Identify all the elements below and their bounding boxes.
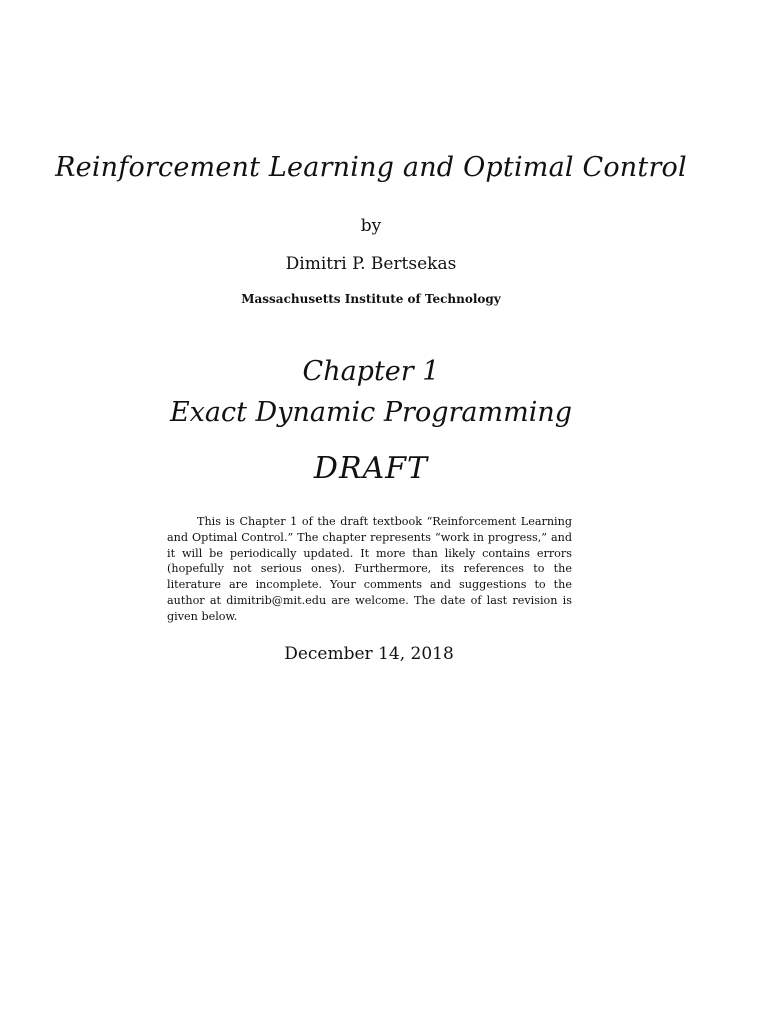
chapter-number: Chapter 1 [302, 356, 440, 387]
revision-date: December 14, 2018 [284, 644, 454, 664]
institution-name: Massachusetts Institute of Technology [241, 292, 501, 306]
book-title: Reinforcement Learning and Optimal Control [55, 152, 687, 183]
draft-label: DRAFT [313, 451, 429, 486]
abstract-paragraph: This is Chapter 1 of the draft textbook “Reinforcement Learning and Optimal Control.” The chapter represents “work in progress,” and it will be periodically updated. It more than likely contains errors (hopefully not serious ones). Furthermore, its references to the literature are incomplete. Your comments and suggestions to the author at dimitrib@mit.edu are welcome. The date of last revision is given below. [167, 515, 572, 623]
chapter-title: Exact Dynamic Programming [169, 397, 573, 428]
by-line: by [360, 216, 382, 236]
author-name: Dimitri P. Bertsekas [285, 254, 457, 274]
